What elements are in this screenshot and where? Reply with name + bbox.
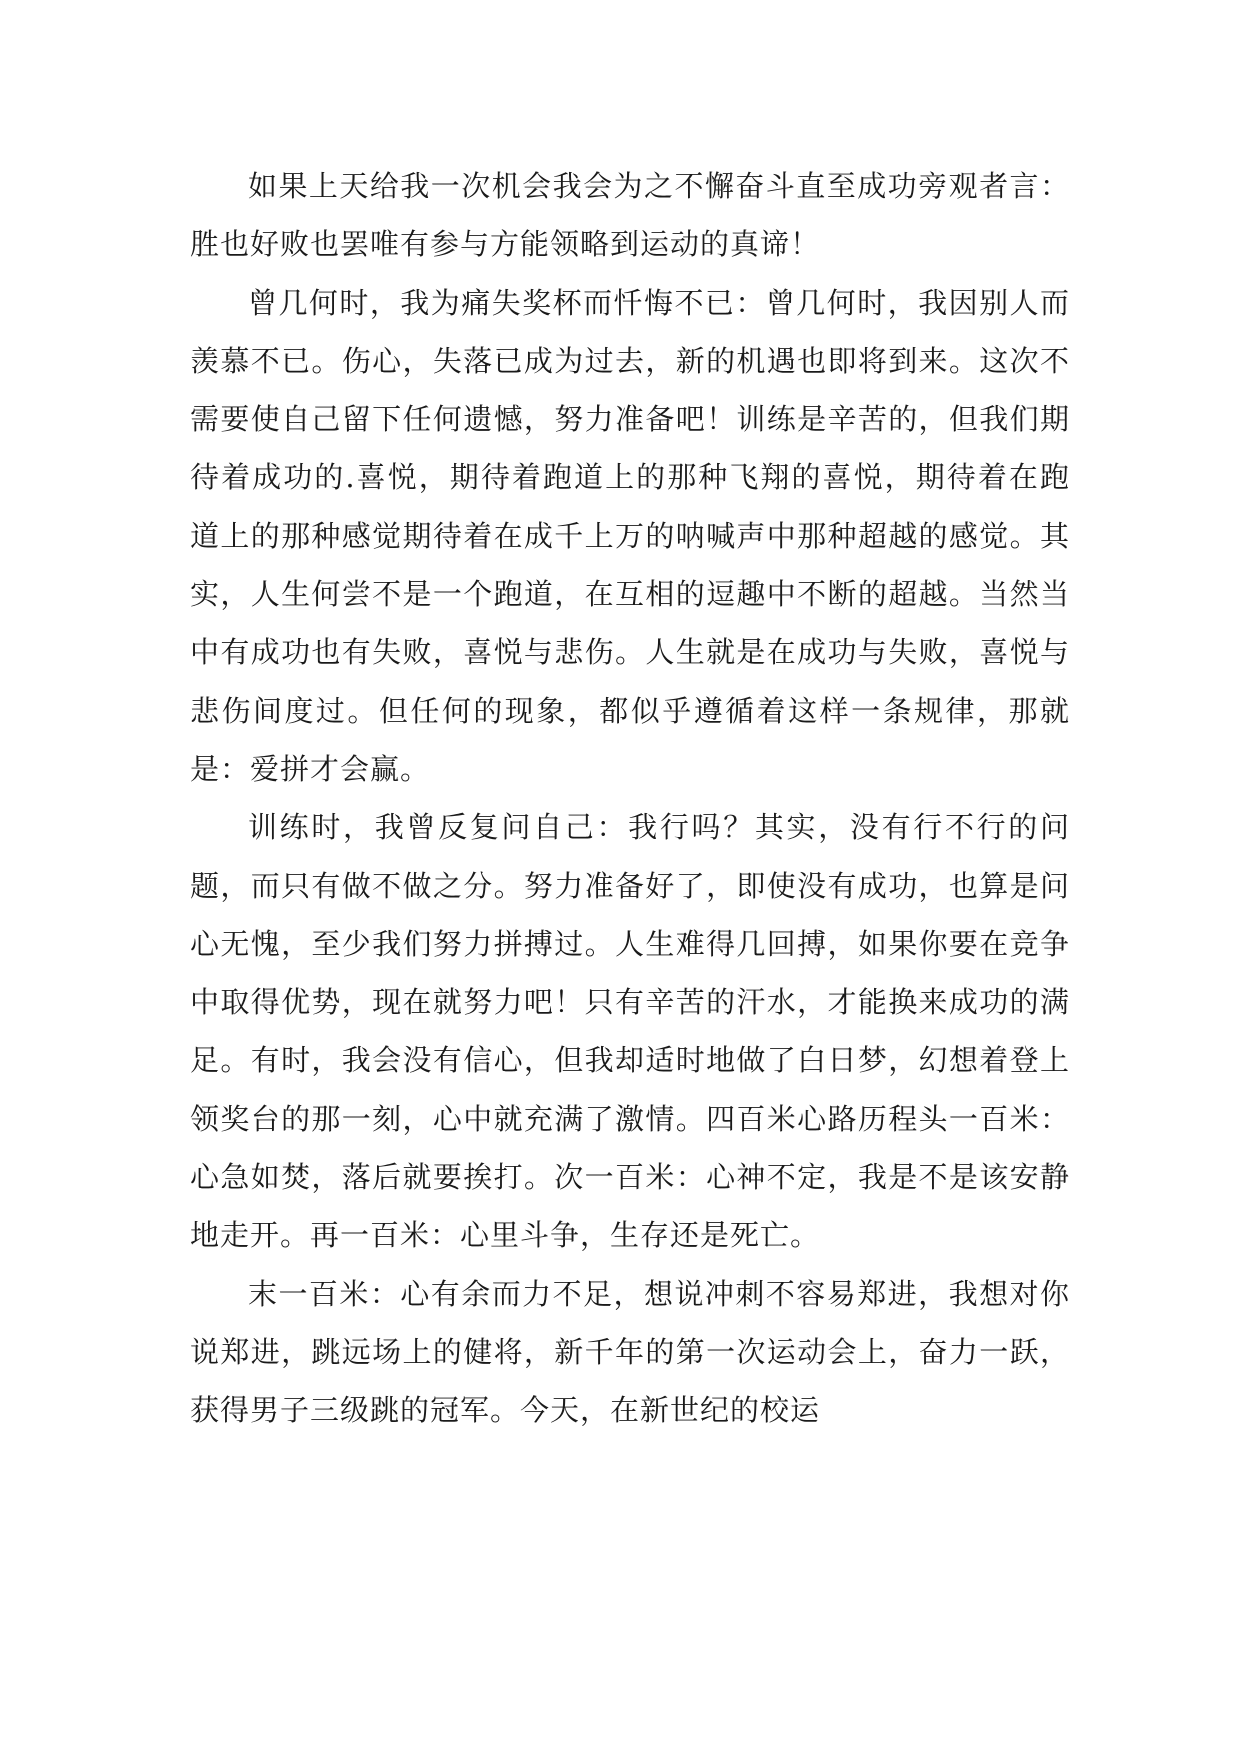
body-text [190, 157, 1070, 1440]
paragraph-1: 如果上天给我一次机会我会为之不懈奋斗直至成功旁观者言：胜也好败也罢唯有参与方能领略到运动的真谛！ [190, 169, 1070, 262]
paragraph-4: 末一百米：心有余而力不足，想说冲刺不容易郑进，我想对你说郑进，跳远场上的健将，新千年的第一次运动会上，奋力一跃，获得男子三级跳的冠军。今天，在新世纪的校运 [190, 1276, 1070, 1428]
paragraph-3: 训练时，我曾反复问自己：我行吗？其实，没有行不行的问题，而只有做不做之分。努力准备好了，即使没有成功，也算是问心无愧，至少我们努力拼搏过。人生难得几回搏，如果你要在竞争中取得优势，现在就努力吧！只有辛苦的汗水，才能换来成功的满足。有时，我会没有信心，但我却适时地做了白日梦，幻想着登上领奖台的那一刻，心中就充满了激情。四百米心路历程头一百米：心急如焚，落后就要挨打。次一百米：心神不定，我是不是该安静地走开。再一百米：心里斗争，生存还是死亡。 [190, 810, 1070, 1253]
paragraph-2: 曾几何时，我为痛失奖杯而忏悔不已：曾几何时，我因别人而羡慕不已。伤心，失落已成为过去，新的机遇也即将到来。这次不需要使自己留下任何遗憾，努力准备吧！训练是辛苦的，但我们期待着成功的.喜悦，期待着跑道上的那种飞翔的喜悦，期待着在跑道上的那种感觉期待着在成千上万的呐喊声中那种超越的感觉。其实，人生何尝不是一个跑道，在互相的逗趣中不断的超越。当然当中有成功也有失败，喜悦与悲伤。人生就是在成功与失败，喜悦与悲伤间度过。但任何的现象，都似乎遵循着这样一条规律，那就是：爱拼才会赢。 [190, 285, 1070, 786]
